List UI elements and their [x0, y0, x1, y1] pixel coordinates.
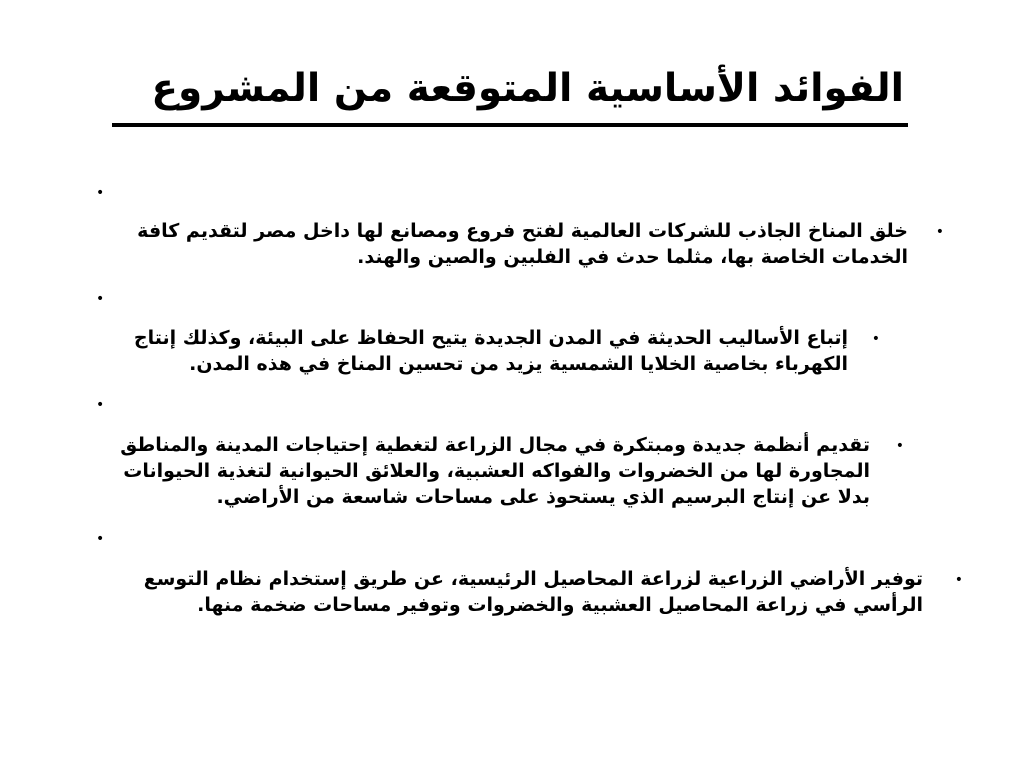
bullet-item — [58, 432, 904, 510]
empty-bullet: • — [96, 185, 105, 201]
bullet-text-line: توفير الأراضي الزراعية لزراعة المحاصيل الرئيسية، عن طريق إستخدام نظام التوسع — [143, 568, 923, 590]
bullet-text-line: المجاورة لها من الخضروات والفواكه العشبية، والعلائق الحيوانية لتغذية الحيوانات — [123, 460, 870, 482]
bullet-text-line: تقديم أنظمة جديدة ومبتكرة في مجال الزراعة لتغطية إحتياجات المدينة والمناطق — [120, 434, 870, 456]
empty-bullet: • — [96, 531, 105, 547]
bullet-marker: • — [954, 572, 963, 588]
bullet-item — [58, 218, 944, 270]
bullet-text-line: إتباع الأساليب الحديثة في المدن الجديدة يتيح الحفاظ على البيئة، وكذلك إنتاج — [133, 327, 848, 349]
empty-bullet: • — [96, 397, 105, 413]
bullet-item — [58, 325, 880, 377]
bullet-text-line: الرأسي في زراعة المحاصيل العشبية والخضروات وتوفير مساحات ضخمة منها. — [197, 594, 923, 616]
title-underline — [112, 123, 908, 127]
bullet-marker: • — [871, 331, 880, 347]
bullet-marker: • — [895, 438, 904, 454]
slide-title: الفوائد الأساسية المتوقعة من المشروع — [151, 66, 904, 111]
bullet-marker: • — [935, 224, 944, 240]
bullet-text-line: الخدمات الخاصة بها، مثلما حدث في الفلبين والصين والهند. — [357, 246, 908, 268]
bullet-text-line: الكهرباء بخاصية الخلايا الشمسية يزيد من تحسين المناخ في هذه المدن. — [189, 353, 848, 375]
bullet-item — [58, 566, 963, 618]
bullet-text-line: بدلا عن إنتاج البرسيم الذي يستحوذ على مساحات شاسعة من الأراضي. — [216, 486, 870, 508]
empty-bullet: • — [96, 291, 105, 307]
bullet-text-line: خلق المناخ الجاذب للشركات العالمية لفتح فروع ومصانع لها داخل مصر لتقديم كافة — [137, 220, 908, 242]
